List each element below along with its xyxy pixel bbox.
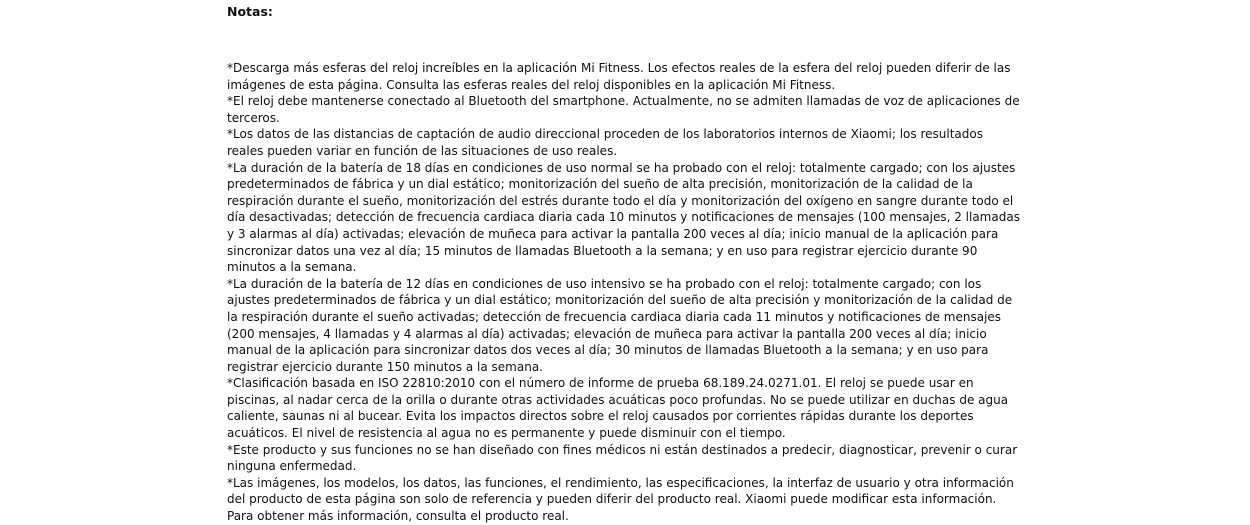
note-item: *Clasificación basada en ISO 22810:2010 con el número de informe de prueba 68.189.24.0271.01. El reloj se puede usar en piscinas, al nadar cerca de la orilla o durante otras actividades acuáticas poco profundas. No se puede utilizar en duchas de agua caliente, saunas ni al bucear. Evita los impactos directos sobre el reloj causados por corrientes rápidas durante los deportes acuáticos. El nivel de resistencia al agua no es permanente y puede disminuir con el tiempo. <box>227 376 1009 441</box>
note-item: *Descarga más esferas del reloj increíbles en la aplicación Mi Fitness. Los efectos reales de la esfera del reloj pueden diferir de las imágenes de esta página. Consulta las esferas reales del reloj disponibles en la aplicación Mi Fitness. <box>227 61 1011 92</box>
notes-title: Notas: <box>227 4 273 19</box>
note-item: *La duración de la batería de 12 días en condiciones de uso intensivo se ha probado con el reloj: totalmente cargado; con los ajustes predeterminados de fábrica y un dial estático; monitorización del sueño de alta precisión y monitorización de la calidad de la respiración durante el sueño activadas; detección de frecuencia cardiaca diaria cada 11 minutos y notificaciones de mensajes (200 mensajes, 4 llamadas y 4 alarmas al día) activadas; elevación de muñeca para activar la pantalla 200 veces al día; inicio manual de la aplicación para sincronizar datos dos veces al día; 30 minutos de llamadas Bluetooth a la semana; y en uso para registrar ejercicio durante 150 minutos a la semana. <box>227 276 1013 374</box>
notes-list <box>227 60 1022 525</box>
note-item: *Las imágenes, los modelos, los datos, las funciones, el rendimiento, las especificaciones, la interfaz de usuario y otra información del producto de esta página son solo de referencia y pueden diferir del producto real. Xiaomi puede modificar esta información. Para obtener más información, consulta el producto real. <box>227 475 1014 524</box>
note-item: *La duración de la batería de 18 días en condiciones de uso normal se ha probado con el reloj: totalmente cargado; con los ajustes predeterminados de fábrica y un dial estático; monitorización del sueño de alta precisión, monitorización de la calidad de la respiración durante el sueño, monitorización del estrés durante todo el día y monitorización del oxígeno en sangre durante todo el día desactivadas; detección de frecuencia cardiaca diaria cada 10 minutos y notificaciones de mensajes (100 mensajes, 2 llamadas y 3 alarmas al día) activadas; elevación de muñeca para activar la pantalla 200 veces al día; inicio manual de la aplicación para sincronizar datos una vez al día; 15 minutos de llamadas Bluetooth a la semana; y en uso para registrar ejercicio durante 90 minutos a la semana. <box>227 160 1020 275</box>
notes-section <box>227 4 1022 524</box>
note-item: *Este producto y sus funciones no se han diseñado con fines médicos ni están destinados a predecir, diagnosticar, prevenir o curar ninguna enfermedad. <box>227 442 1018 474</box>
note-item: *El reloj debe mantenerse conectado al Bluetooth del smartphone. Actualmente, no se admiten llamadas de voz de aplicaciones de terceros. <box>227 94 1020 125</box>
note-item: *Los datos de las distancias de captación de audio direccional proceden de los laboratorios internos de Xiaomi; los resultados reales pueden variar en función de las situaciones de uso reales. <box>227 127 983 158</box>
